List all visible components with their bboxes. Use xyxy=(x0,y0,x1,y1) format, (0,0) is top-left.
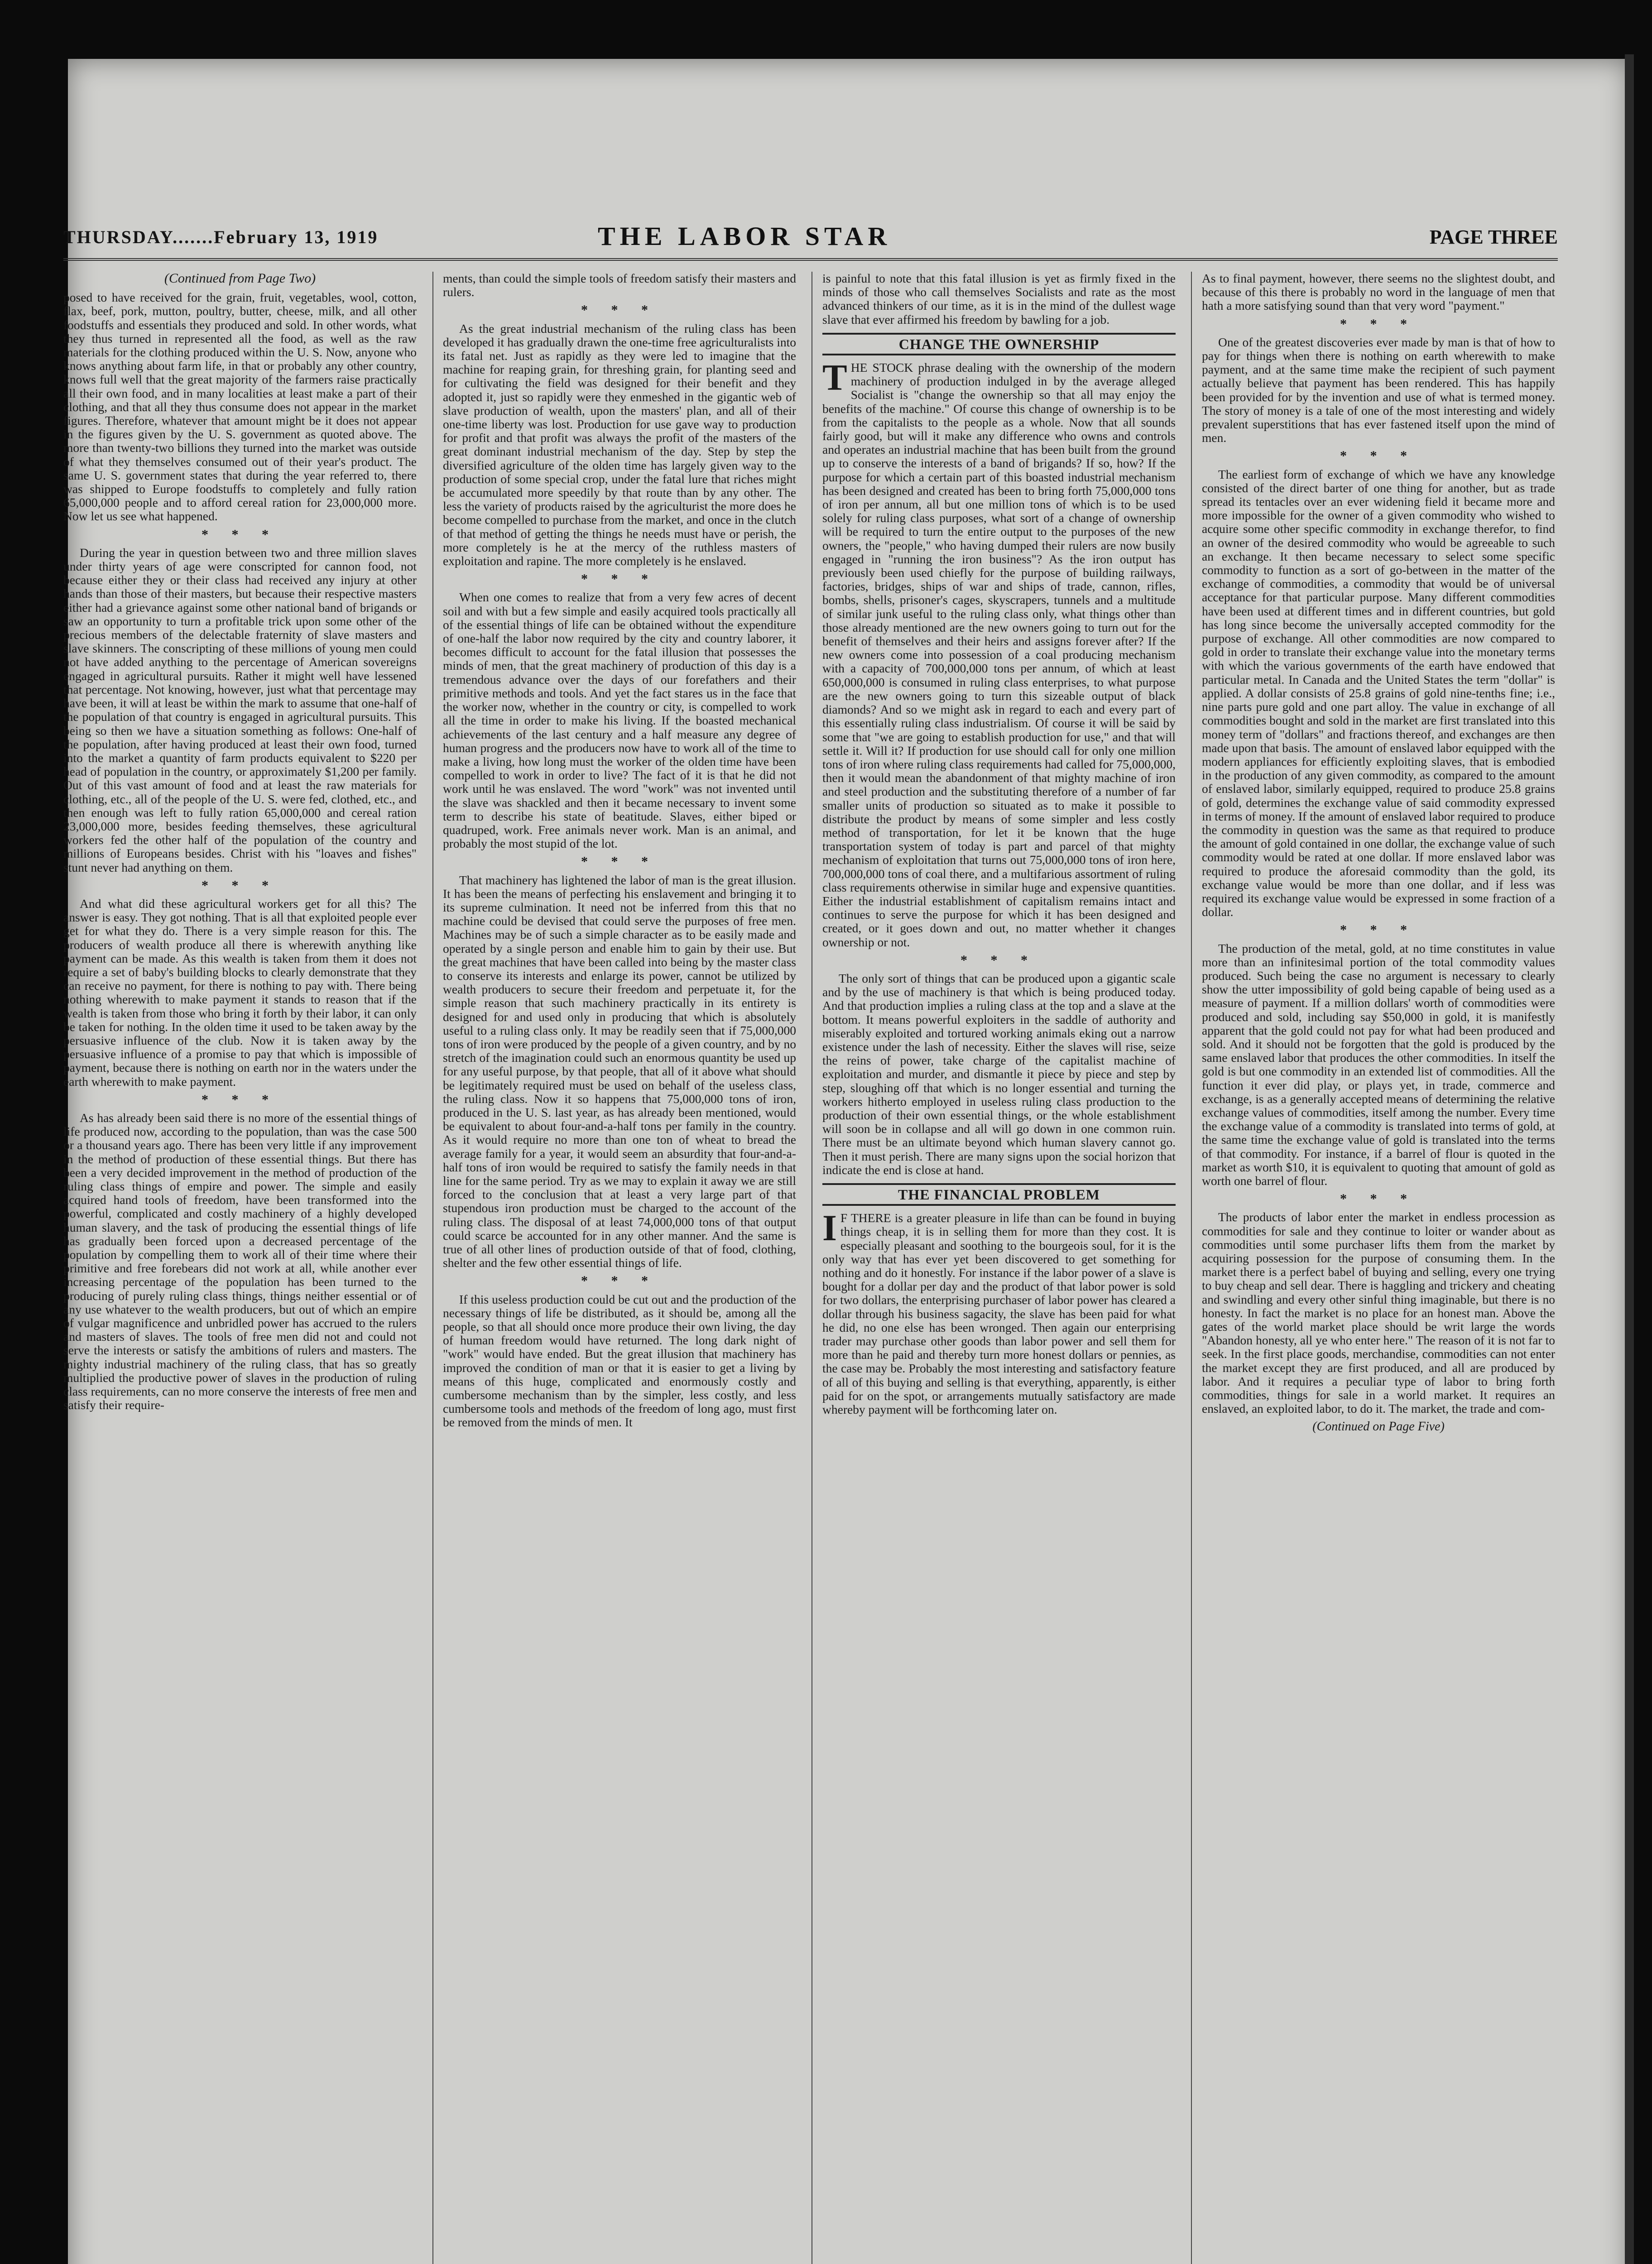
section-divider-stars: * * * xyxy=(1340,448,1417,464)
paragraph: IF THERE is a greater pleasure in life than can be found in buying things cheap, it is in selling them for more than they cost. It is especially pleasant and soothing to the bourgeois soul, for it is the only way that has ever yet been discovered to get something for nothing and do it honestly. For instance if the labor power of a slave is bought for a dollar per day and the product of that labor power is sold for two dollars, the enterprising purchaser of labor power has cleared a dollar through his business sagacity, the slave has been paid for what he did, no one else has been wronged. Then again our enterprising trader may purchase other goods than labor power and sell them for more than he paid and thereby turn more honest dollars or pennies, as the case may be. Probably the most interesting and satisfactory feature of all of this buying and selling is that everything, apparently, is either paid for on the spot, or arrangements mutually satisfactory are made whereby payment will be forthcoming later on. xyxy=(822,1207,1176,1417)
paragraph: The only sort of things that can be produced upon a gigantic scale and by the use of machinery is that which is being produced today. And that production implies a ruling class at the top and a slave at the bottom. It means powerful exploiters in the saddle of authority and miserably exploited and tortured working animals eking out a narrow existence under the lash of necessity. Either the slaves will rise, seize the reins of power, take charge of the capitalist machine of exploitation and murder, and dismantle it piece by piece and step by step, sloughing off that which is no longer essential and turning the workers hitherto employed in useless ruling class production to the production of their own essential things, or the whole establishment will soon be in collapse and all will go down in one common ruin. There must be an ultimate beyond which human slavery cannot go. Then it must perish. There are many signs upon the social horizon that indicate the end is close at hand. xyxy=(822,971,1176,1177)
section-divider-stars: * * * xyxy=(581,302,658,318)
paragraph: As to final payment, however, there seems no the slightest doubt, and because of this there is probably no word in the language of men that hath a more satisfying sound than that very word "payment." xyxy=(1202,272,1555,313)
paragraph: When one comes to realize that from a very few acres of decent soil and with but a few simple and easily acquired tools practically all of the essential things of life can be obtained without the expenditure of one-half the labor now required by the city and country laborer, it becomes difficult to account for the fatal illusion that possesses the minds of men, that the great machinery of production of this day is a tremendous advance over the days of our forefathers and their primitive methods and tools. And yet the fact stares us in the face that the worker now, whether in the country or city, is compelled to work all the time in order to make his living. If the boasted mechanical achievements of the last century and a half measure any degree of human progress and the producers now have to work all of the time to make a living, how long must the worker of the olden time have been compelled to work in order to live? The fact of it is that he did not work until he was enslaved. The word "work" was not invented until the slave was shackled and then it became necessary to invent some term to describe his state of beatitude. Slaves, either biped or quadruped, work. Free animals never work. Man is an animal, and probably the most stupid of the lot. xyxy=(443,590,796,851)
paragraph: ments, than could the simple tools of freedom satisfy their masters and rulers. xyxy=(443,272,796,299)
scan-edge-shadow xyxy=(1625,54,1634,2264)
section-divider-stars: * * * xyxy=(202,1092,279,1107)
continued-on-note: (Continued on Page Five) xyxy=(1312,1420,1445,1434)
page-header xyxy=(63,217,1558,261)
column-3 xyxy=(822,272,1176,2264)
paragraph: The production of the metal, gold, at no time constitutes in value more than an infinitesimal portion of the total commodity values produced. Such being the case no argument is necessary to clearly show the utter impossibility of gold being capable of being used as a measure of payment. If a million dollars' worth of commodities were produced and sold, including say $50,000 in gold, it is manifestly apparent that the gold could not pay for what had been produced and sold. And it should not be forgotten that the gold is produced by the same enslaved labor that produces the other commodities. In itself the gold is but one commodity in an extended list of commodities. All the function it ever did play, or plays yet, in trade, commerce and exchange, is as a generally accepted means of determining the relative exchange values of commodities, itself among the number. Every time the exchange value of a commodity is translated into terms of gold, at the same time the exchange value of gold is translated into the terms of that commodity. For instance, if a barrel of flour is quoted in the market as worth $10, it is equivalent to quoting that amount of gold as worth one barrel of flour. xyxy=(1202,941,1555,1188)
column-rule xyxy=(1191,272,1192,2264)
paragraph: posed to have received for the grain, fruit, vegetables, wool, cotton, flax, beef, pork, mutton, poultry, butter, cheese, milk, and all other foodstuffs and essentials they produced and sold. In other words, what they thus turned in represented all the food, as well as the raw materials for the clothing produced within the U. S. Now, anyone who knows anything about farm life, in that or probably any other country, knows full well that the great majority of the farmers raise practically all their own food, and in many localities at least make a part of their clothing, and that all they thus consume does not appear in the market figures. Therefore, whatever that amount might be it does not appear in the figures given by the U. S. government as quoted above. The more than twenty-two billions they turned into the market was outside of what they themselves consumed out of their year's product. The same U. S. government states that during the year referred to, there was shipped to Europe foodstuffs to completely and fully ration 65,000,000 people and to afford cereal ration for 23,000,000 more. Now let us see what happened. xyxy=(63,290,417,523)
paragraph: During the year in question between two and three million slaves under thirty years of age were conscripted for cannon food, not because either they or their class had received any injury at other hands than those of their masters, but because their respective masters either had a grievance against some other national band of brigands or saw an opportunity to turn a profitable trick upon some other of the precious members of the delectable fraternity of slave masters and slave skinners. The conscripting of these millions of young men could not have added anything to the percentage of American sovereigns engaged in agricultural pursuits. Rather it might well have lessened that percentage. Not knowing, however, just what that percentage may have been, it will at least be within the mark to assume that one-half of the population of that country is engaged in agricultural pursuits. This being so then we have a situation something as follows: One-half of the population, after having produced at least their own food, turned into the market a quantity of farm products equivalent to $220 per head of population in the country, or approximately $1,200 per family. Out of this vast amount of food and at least the raw materials for clothing, etc., all of the people of the U. S. were fed, clothed, etc., and then enough was left to fully ration 65,000,000 and cereal ration 23,000,000 more, besides feeding themselves, these agricultural workers fed the other half of the population of the country and millions of Europeans besides. Christ with his "loaves and fishes" stunt never had anything on them. xyxy=(63,545,417,874)
section-divider-stars: * * * xyxy=(1340,1191,1417,1207)
issue-date: THURSDAY.......February 13, 1919 xyxy=(63,227,379,247)
paragraph: If this useless production could be cut out and the production of the necessary things of life be distributed, as it should be, among all the people, so that all should once more produce their own living, the day of human freedom would have returned. The long dark night of "work" would have ended. But the great illusion that machinery has improved the condition of man or that it is easier to get a living by means of this huge, complicated and enormously costly and cumbersome mechanism than by the simpler, less costly, and less cumbersome tools and methods of the freedom of long ago, must first be removed from the minds of men. It xyxy=(443,1292,796,1429)
page-number: PAGE THREE xyxy=(1429,226,1558,248)
section-divider-stars: * * * xyxy=(202,527,279,542)
paragraph: is painful to note that this fatal illusion is yet as firmly fixed in the minds of those who call themselves Socialists and rate as the most advanced thinkers of our time, as it is in the mind of the dullest wage slave that ever affirmed his freedom by bawling for a job. xyxy=(822,272,1176,326)
paragraph: That machinery has lightened the labor of man is the great illusion. It has been the means of perfecting his enslavement and bringing it to its supreme culmination. It need not be inferred from this that no machine could be devised that could serve the purposes of free men. Machines may be of such a simple character as to be easily made and operated by a single person and enable him to gain by their use. But the great machines that have been called into being by the master class to conserve its interests and enlarge its power, cannot be utilized by wealth producers to secure their freedom and perpetuate it, for the simple reason that such machinery practically in its entirety is designed for and used only in producing that which is absolutely useful to a ruling class only. It may be readily seen that if 75,000,000 tons of iron were produced by the people of a given country, and by no stretch of the imagination could such an enormous quantity be used up for any useful purpose, by that people, that all of it above what should be legitimately required must be used on behalf of the useless class, the ruling class. Now it so happens that 75,000,000 tons of iron, produced in the U. S. last year, as has already been mentioned, would be equivalent to about four-and-a-half tons per family in the country. As it would require no more than one ton of wheat to bread the average family for a year, it would seem an absurdity that four-and-a-half tons of iron would be required to satisfy the family needs in that line for the same period. Try as we may to explain it away we are still forced to the conclusion that at least a very large part of that stupendous iron production must be charged to the account of the ruling class. The disposal of at least 74,000,000 tons of that output could scarce be accounted for in any other manner. And the same is true of all other lines of production outside of that of food, clothing, shelter and the few other essential things of life. xyxy=(443,873,796,1270)
column-2 xyxy=(443,272,796,2264)
section-heading-change-the-ownership: CHANGE THE OWNERSHIP xyxy=(822,333,1176,355)
paragraph: The earliest form of exchange of which we have any knowledge consisted of the direct barter of one thing for another, but as trade spread its tentacles over an ever widening field it became more and more impossible for the owner of a given commodity who wished to acquire some other specific commodity in exchange therefor, to find an owner of the desired commodity who would be agreeable to such an exchange. It then became necessary to select some specific commodity to function as a sort of go-between in the matter of the exchange of commodities, a commodity that would be of universal acceptance for that particular purpose. Many different commodities have been used at different times and in different countries, but gold has long since become the universally accepted commodity for the purpose of exchange. All other commodities are now compared to gold in order to translate their exchange value into the monetary terms with which the various governments of the earth have endowed that particular metal. In Canada and the United States the term "dollar" is applied. A dollar consists of 25.8 grains of gold nine-tenths fine; i.e., nine parts pure gold and one part alloy. The value in exchange of all commodities bought and sold in the market are first translated into this money term of "dollars" and fractions thereof, and exchanges are then made upon that basis. The amount of enslaved labor equipped with the modern appliances for efficiently exploiting slaves, that is embodied in the production of any given commodity, as compared to the amount of enslaved labor, similarly equipped, required to produce 25.8 grains of gold, determines the exchange value of said commodity expressed in terms of money. If the amount of enslaved labor required to produce the commodity in question was the same as that required to produce the amount of gold contained in one dollar, the exchange value of such commodity would be rated at one dollar. If more enslaved labor was required to produce the aforesaid commodity than the gold, its exchange value would be more than one dollar, and if less was required its exchange value would be expressed in some fraction of a dollar. xyxy=(1202,467,1555,919)
section-divider-stars: * * * xyxy=(581,854,658,869)
paragraph: The products of labor enter the market in endless procession as commodities for sale and they continue to loiter or wander about as commodities until some purchaser lifts them from the market by acquiring possession for the purpose of consuming them. In the market there is a perfect babel of buying and selling, every one trying to buy cheap and sell dear. There is haggling and trickery and cheating and swindling and every other sinful thing imaginable, but there is no honesty. In fact the market is no place for an honest man. Above the gates of the world market place should be writ large the words "Abandon honesty, all ye who enter here." The reason of it is not far to seek. In the first place goods, merchandise, commodities can not enter the market except they are first produced, and all are produced by labor. And it requires a peculiar type of labor to bring forth commodities, things for sale in a world market. It requires an enslaved, an exploited labor, to do it. The market, the trade and com- xyxy=(1202,1210,1555,1416)
section-divider-stars: * * * xyxy=(1340,922,1417,938)
paragraph: One of the greatest discoveries ever made by man is that of how to pay for things when there is nothing on earth wherewith to make payment, and at the same time make the recipient of such payment actually believe that payment has been rendered. This has happily been provided for by the invention and use of what is termed money. The story of money is a tale of one of the most interesting and widely prevalent superstitions that has ever fastened itself upon the mind of men. xyxy=(1202,335,1555,445)
section-divider-stars: * * * xyxy=(1340,316,1417,331)
column-1 xyxy=(63,272,417,2264)
section-divider-stars: * * * xyxy=(581,571,658,587)
section-heading-the-financial-problem: THE FINANCIAL PROBLEM xyxy=(822,1183,1176,1206)
paragraph: And what did these agricultural workers get for all this? The answer is easy. They got nothing. That is all that exploited people ever get for what they do. There is a very simple reason for this. The producers of wealth produce all there is wherewith anything like payment can be made. As this wealth is taken from them it does not require a set of baby's building blocks to clearly demonstrate that they can receive no payment, for there is nothing to pay with. There being nothing wherewith to make payment it stands to reason that if the wealth is taken from those who bring it forth by their labor, it can only be taken for nothing. In the olden time it used to be taken away by the persuasive influence of the club. Now it is taken away by the persuasive influence of a promise to pay that which is impossible of payment, because there is nothing on earth nor in the waters under the earth wherewith to make payment. xyxy=(63,896,417,1089)
column-4 xyxy=(1202,272,1555,2264)
column-rule xyxy=(432,272,433,2264)
masthead-title: THE LABOR STAR xyxy=(598,221,892,251)
paragraph: As has already been said there is no more of the essential things of life produced now, according to the population, than was the case 500 or a thousand years ago. There has been very little if any improvement in the method of production of these essential things. But there has been a very decided improvement in the method of production of the ruling class things of empire and power. The simple and easily acquired hand tools of freedom, have been transformed into the powerful, complicated and costly machinery of a highly developed human slavery, and the task of producing the essential things of life has gradually been forced upon a decreased percentage of the population by compelling them to work all of their time where their primitive and free forebears did not work at all, while another ever increasing percentage of the population has been turned to the producing of purely ruling class things, things neither essential or of any use whatever to the wealth producers, but out of which an empire of vulgar magnificence and unbridled power has accrued to the rulers and masters of slaves. The tools of free men did not and could not serve the interests or satisfy the ambitions of rulers and masters. The mighty industrial machinery of the ruling class, that has so greatly multiplied the productive power of slaves in the production of ruling class requirements, can no more conserve the interests of free men and satisfy their require- xyxy=(63,1110,417,1412)
paragraph: As the great industrial mechanism of the ruling class has been developed it has gradually drawn the one-time free agriculturalists into its fatal net. Just as rapidly as they were led to imagine that the machine for reaping grain, for threshing grain, for planting seed and for cultivating the field was designed for their benefit and they adopted it, just so rapidly were they enmeshed in the gigantic web of slave production of wealth, upon the masters' plan, and all of their one-time liberty was lost. Production for use gave way to production for profit and that profit was always the profit of the masters of the great dominant industrial mechanism of the day. Step by step the diversified agriculture of the olden time has largely given way to the production of some special crop, under the fatal lure that riches might be accumulated more speedily by that route than by any other. The less the variety of products raised by the agriculturist the more does he become compelled to purchase from the market, and once in the clutch of that method of getting the things he needs must have or perish, the more completely is he at the mercy of the ruthless masters of exploitation and rapine. The more completely is he enslaved. xyxy=(443,321,796,568)
section-divider-stars: * * * xyxy=(960,952,1037,968)
section-divider-stars: * * * xyxy=(581,1273,658,1289)
paragraph: THE STOCK phrase dealing with the ownership of the modern machinery of production indulged in by the average alleged Socialist is "change the ownership so that all may enjoy the benefits of the machine." Of course this change of ownership is to be from the capitalists to the people as a whole. Now that all sounds fairly good, but will it make any difference who owns and controls and operates an industrial machine that has been built from the ground up to conserve the interests of a band of brigands? If so, how? If the purpose for which a certain part of this boasted industrial mechanism has been designed and created has been to bring forth 75,000,000 tons of iron per annum, all but one million tons of which is to be used solely for ruling class purposes, what sort of a change of ownership will be required to turn the entire output to the purposes of the new owners, the "people," who having dumped their rulers are now busily engaged in "running the iron business"? As the iron output has previously been used chiefly for the purpose of building railways, factories, bridges, ships of war and ships of trade, cannon, rifles, bombs, shells, prisoner's cages, skyscrapers, tunnels and a multitude of similar junk useful to the ruling class only, what things other than those already mentioned are the new owners going to turn out for the benefit of themselves and their heirs and assigns forever after? If the new owners come into possession of a coal producing mechanism with a capacity of 700,000,000 tons per annum, of which at least 650,000,000 is consumed in ruling class enterprises, to what purpose are the new owners going to turn this sizeable output of black diamonds? And so we might ask in regard to each and every part of this essentially ruling class industrialism. Of course it will be said by some that "we are going to establish production for use," and that will settle it. Will it? If production for use should call for only one million tons of iron where ruling class requirements had called for 75,000,000, then it would mean the abandonment of that mighty machine of iron and steel production and the substituting therefore of a number of far smaller units of production so situated as to make it possible to distribute the product by means of some simpler and less costly method of transportation, for let it be known that the huge transportation system of today is part and parcel of that mighty mechanism of exploitation that turns out 75,000,000 tons of iron here, 700,000,000 tons of coal there, and a multifarious assortment of ruling class requirements otherwise in similar huge and expensive quantities. Either the industrial establishment of capitalism remains intact and continues to serve the purpose for which it has been designed and created, or it goes down and out, no matter whether it changes ownership or not. xyxy=(822,357,1176,949)
article-columns xyxy=(63,272,1558,2264)
section-divider-stars: * * * xyxy=(202,878,279,893)
continued-from-note: (Continued from Page Two) xyxy=(164,272,316,286)
